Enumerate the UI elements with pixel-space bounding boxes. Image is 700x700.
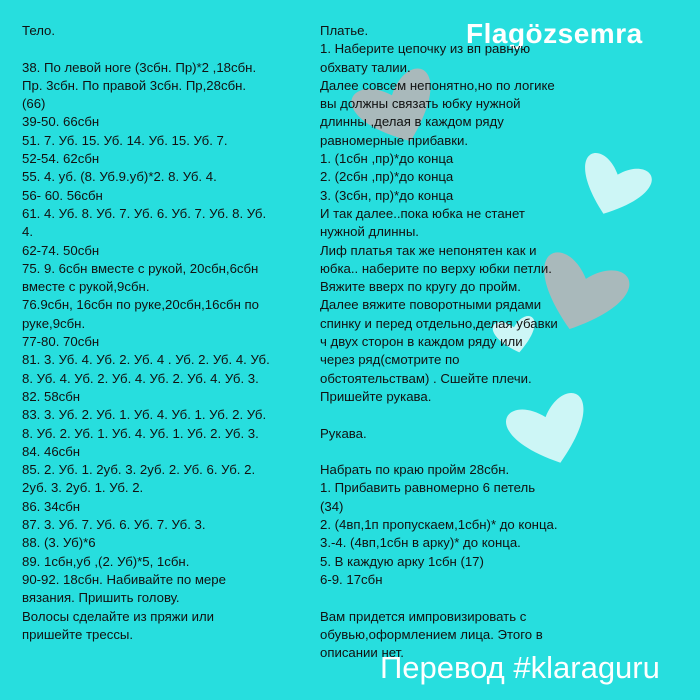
text-line: ч двух сторон в каждом ряду или [320, 334, 523, 350]
body-instructions [22, 22, 312, 644]
text-line: Лиф платья так же непонятен как и [320, 242, 537, 258]
text-line: (66) [22, 96, 46, 112]
text-line: Волосы сделайте из пряжи или [22, 608, 215, 624]
text-line: 4. [22, 224, 33, 240]
text-line: 39-50. 66сбн [22, 114, 100, 130]
text-line: 75. 9. 6сбн вместе с рукой, 20сбн,6сбн [22, 260, 259, 276]
text-line: вы должны связать юбку нужной [320, 96, 521, 112]
text-line: 88. (3. Уб)*6 [22, 535, 96, 551]
text-line: 81. 3. Уб. 4. Уб. 2. Уб. 4 . Уб. 2. Уб. 4. Уб. [22, 352, 270, 368]
text-line: юбка.. наберите по верху юбки петли. [320, 260, 552, 276]
text-line: 6-9. 17сбн [320, 571, 383, 587]
text-line: 84. 46сбн [22, 443, 81, 459]
text-line [320, 589, 610, 607]
text-line: 38. По левой ноге (3сбн. Пр)*2 ,18сбн. [22, 59, 257, 75]
text-line: 89. 1сбн,уб ,(2. Уб)*5, 1сбн. [22, 553, 190, 569]
text-line: вместе с рукой,9сбн. [22, 279, 150, 295]
text-line: обувью,оформлением лица. Этого в [320, 626, 543, 642]
text-line: руке,9сбн. [22, 315, 86, 331]
text-line [320, 443, 610, 461]
text-line: описании нет. [320, 645, 404, 661]
text-line: Пришейте рукава. [320, 388, 432, 404]
text-line: 90-92. 18сбн. Набивайте по мере [22, 571, 226, 587]
text-line: спинку и перед отдельно,делая убавки [320, 315, 558, 331]
text-line: Пр. 3сбн. По правой 3сбн. Пр,28сбн. [22, 77, 247, 93]
text-line: нужной длинны. [320, 224, 419, 240]
text-line: 5. В каждую арку 1сбн (17) [320, 553, 484, 569]
text-line: 77-80. 70сбн [22, 334, 100, 350]
text-line: 1. Прибавить равномерно 6 петель [320, 480, 536, 496]
text-line: 61. 4. Уб. 8. Уб. 7. Уб. 6. Уб. 7. Уб. 8. Уб. [22, 205, 267, 221]
text-line: Далее совсем непонятно,но по логике [320, 77, 555, 93]
text-line: вязания. Пришить голову. [22, 590, 180, 606]
text-line: 51. 7. Уб. 15. Уб. 14. Уб. 15. Уб. 7. [22, 132, 228, 148]
text-line: 2уб. 3. 2уб. 1. Уб. 2. [22, 480, 144, 496]
text-line: 52-54. 62сбн [22, 151, 100, 167]
text-line: 2. (2сбн ,пр)*до конца [320, 169, 454, 185]
text-line: обхвату талии. [320, 59, 411, 75]
text-line: И так далее..пока юбка не станет [320, 205, 525, 221]
text-line: 3. (3сбн, пр)*до конца [320, 187, 454, 203]
text-line: 55. 4. уб. (8. Уб.9.уб)*2. 8. Уб. 4. [22, 169, 217, 185]
text-line: 2. (4вп,1п пропускаем,1сбн)* до конца. [320, 517, 558, 533]
text-line: 8. Уб. 2. Уб. 1. Уб. 4. Уб. 1. Уб. 2. Уб. 3. [22, 425, 259, 441]
text-line: Набрать по краю пройм 28сбн. [320, 462, 510, 478]
text-line: 85. 2. Уб. 1. 2уб. 3. 2уб. 2. Уб. 6. Уб. 2. [22, 462, 256, 478]
text-line [320, 406, 610, 424]
text-line: 3.-4. (4вп,1сбн в арку)* до конца. [320, 535, 521, 551]
text-line: 87. 3. Уб. 7. Уб. 6. Уб. 7. Уб. 3. [22, 517, 206, 533]
text-line: Рукава. [320, 425, 367, 441]
text-line: пришейте трессы. [22, 626, 134, 642]
text-line: 56- 60. 56сбн [22, 187, 103, 203]
text-line: Вяжите вверх по кругу до пройм. [320, 279, 521, 295]
text-line: 86. 34сбн [22, 498, 81, 514]
text-line: (34) [320, 498, 344, 514]
text-line: 1. (1сбн ,пр)*до конца [320, 151, 454, 167]
text-line: Платье. [320, 23, 369, 38]
text-line: 1. Наберите цепочку из вп равную [320, 41, 531, 57]
text-line: 83. 3. Уб. 2. Уб. 1. Уб. 4. Уб. 1. Уб. 2. Уб. [22, 407, 267, 423]
text-line: Далее вяжите поворотными рядами [320, 297, 542, 313]
watermark-bottom: Перевод #klaraguru [380, 650, 660, 685]
text-line: Тело. [22, 23, 56, 38]
text-line: длинны ,делая в каждом ряду [320, 114, 504, 130]
watermark-top: Flagözsemra [466, 18, 643, 49]
text-line: обстоятельствам) . Сшейте плечи. [320, 370, 532, 386]
text-line: Вам придется импровизировать с [320, 608, 527, 624]
text-line: 82. 58сбн [22, 388, 81, 404]
text-line: 76.9сбн, 16сбн по руке,20сбн,16сбн по [22, 297, 260, 313]
text-line: 8. Уб. 4. Уб. 2. Уб. 4. Уб. 2. Уб. 4. Уб. 3. [22, 370, 259, 386]
text-line: равномерные прибавки. [320, 132, 469, 148]
text-line [22, 40, 312, 58]
dress-and-sleeves-instructions [320, 22, 610, 662]
text-line: через ряд(смотрите по [320, 352, 460, 368]
text-line: 62-74. 50сбн [22, 242, 100, 258]
